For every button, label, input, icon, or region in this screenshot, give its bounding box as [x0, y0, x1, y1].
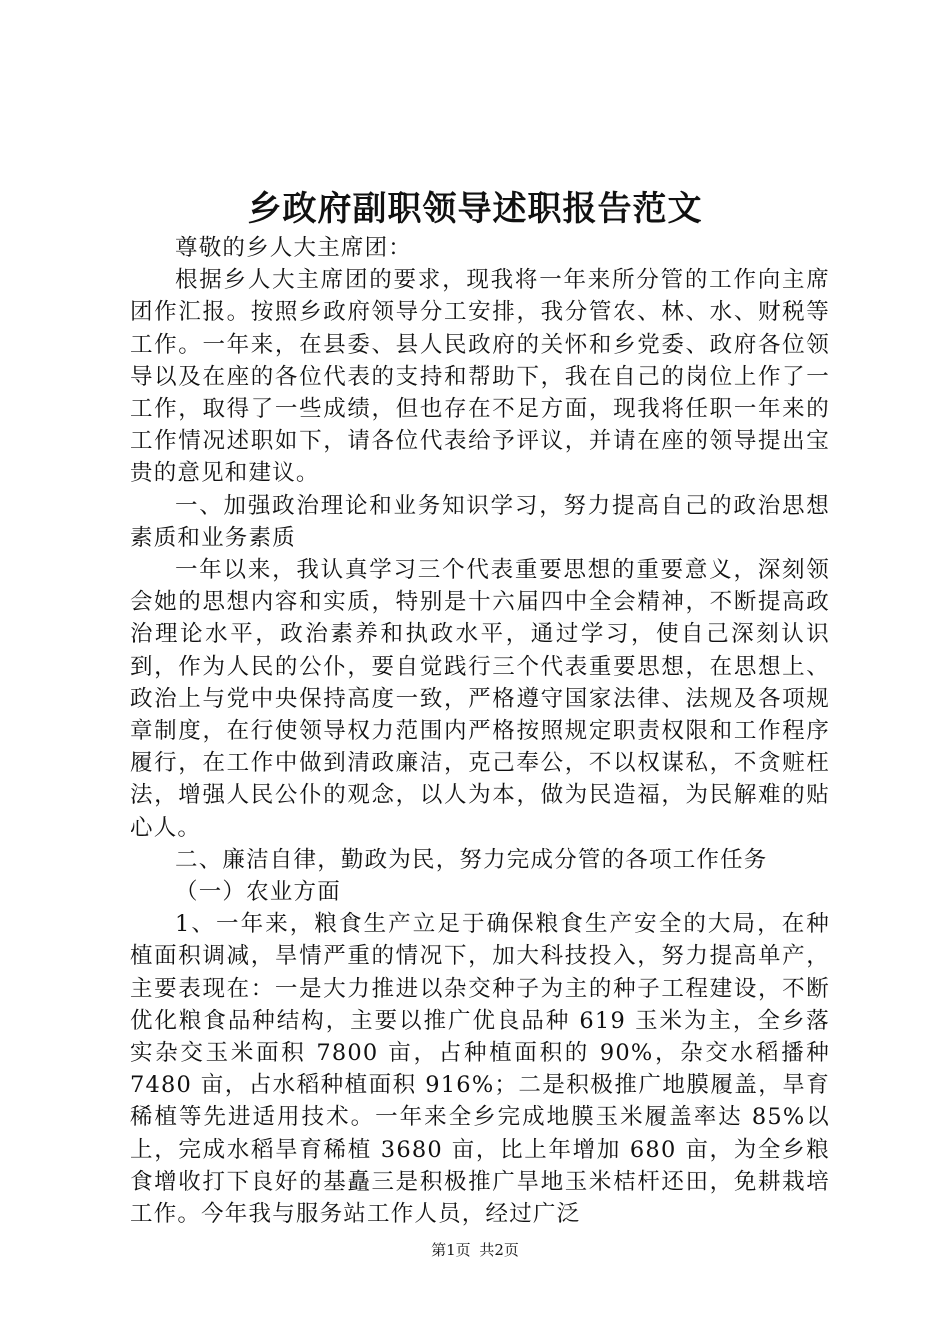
body-paragraph: 一年以来，我认真学习三个代表重要思想的重要意义，深刻领会她的思想内容和实质，特别是十六届四中全会精神，不断提高政治理论水平，政治素养和执政水平，通过学习，使自己深刻认识到，作为人民的公仆，要自觉践行三个代表重要思想，在思想上、政治上与党中央保持高度一致，严格遵守国家法律、法规及各项规章制度，在行使领导权力范围内严格按照规定职责权限和工作程序履行，在工作中做到清政廉洁，克己奉公，不以权谋私，不贪赃枉法，增强人民公仆的观念，以人为本，做为民造福，为民解难的贴心人。: [130, 557, 830, 841]
page-total: 共2页: [479, 1241, 519, 1259]
document-title: 乡政府副职领导述职报告范文: [247, 189, 703, 229]
subsection-heading: （一）农业方面: [175, 879, 341, 906]
section-heading: 二、廉洁自律，勤政为民，努力完成分管的各项工作任务: [175, 846, 768, 873]
page-number: 第1页: [431, 1241, 471, 1259]
body-paragraph: 根据乡人大主席团的要求，现我将一年来所分管的工作向主席团作汇报。按照乡政府领导分工安排，我分管农、林、水、财税等工作。一年来，在县委、县人民政府的关怀和乡党委、政府各位领导以及在座的各位代表的支持和帮助下，我在自己的岗位上作了一工作，取得了一些成绩，但也存在不足方面，现我将任职一年来的工作情况述职如下，请各位代表给予评议，并请在座的领导提出宝贵的意见和建议。: [130, 267, 830, 487]
section-heading: 一、加强政治理论和业务知识学习，努力提高自己的政治思想素质和业务素质: [130, 492, 830, 551]
document-body: [130, 232, 830, 1230]
body-paragraph: 1、一年来，粮食生产立足于确保粮食生产安全的大局，在种植面积调减，旱情严重的情况下，加大科技投入，努力提高单产，主要表现在：一是大力推进以杂交种子为主的种子工程建设，不断优化粮食品种结构，主要以推广优良品种 619 玉米为主，全乡落实杂交玉米面积 7800 亩，占种植面积的 90%，杂交水稻播种 7480 亩，占水稻种植面积 916%；二是积极推广地膜履盖，旱育稀植等先进适用技术。一年来全乡完成地膜玉米履盖率达 85%以上，完成水稻旱育稀植 3680 亩，比上年增加 680 亩，为全乡粮食增收打下良好的基矗三是积极推广旱地玉米桔杆还田，免耕栽培工作。今年我与服务站工作人员，经过广泛: [130, 911, 830, 1228]
page-footer: [0, 1240, 950, 1260]
salutation: 尊敬的乡人大主席团：: [175, 235, 413, 261]
